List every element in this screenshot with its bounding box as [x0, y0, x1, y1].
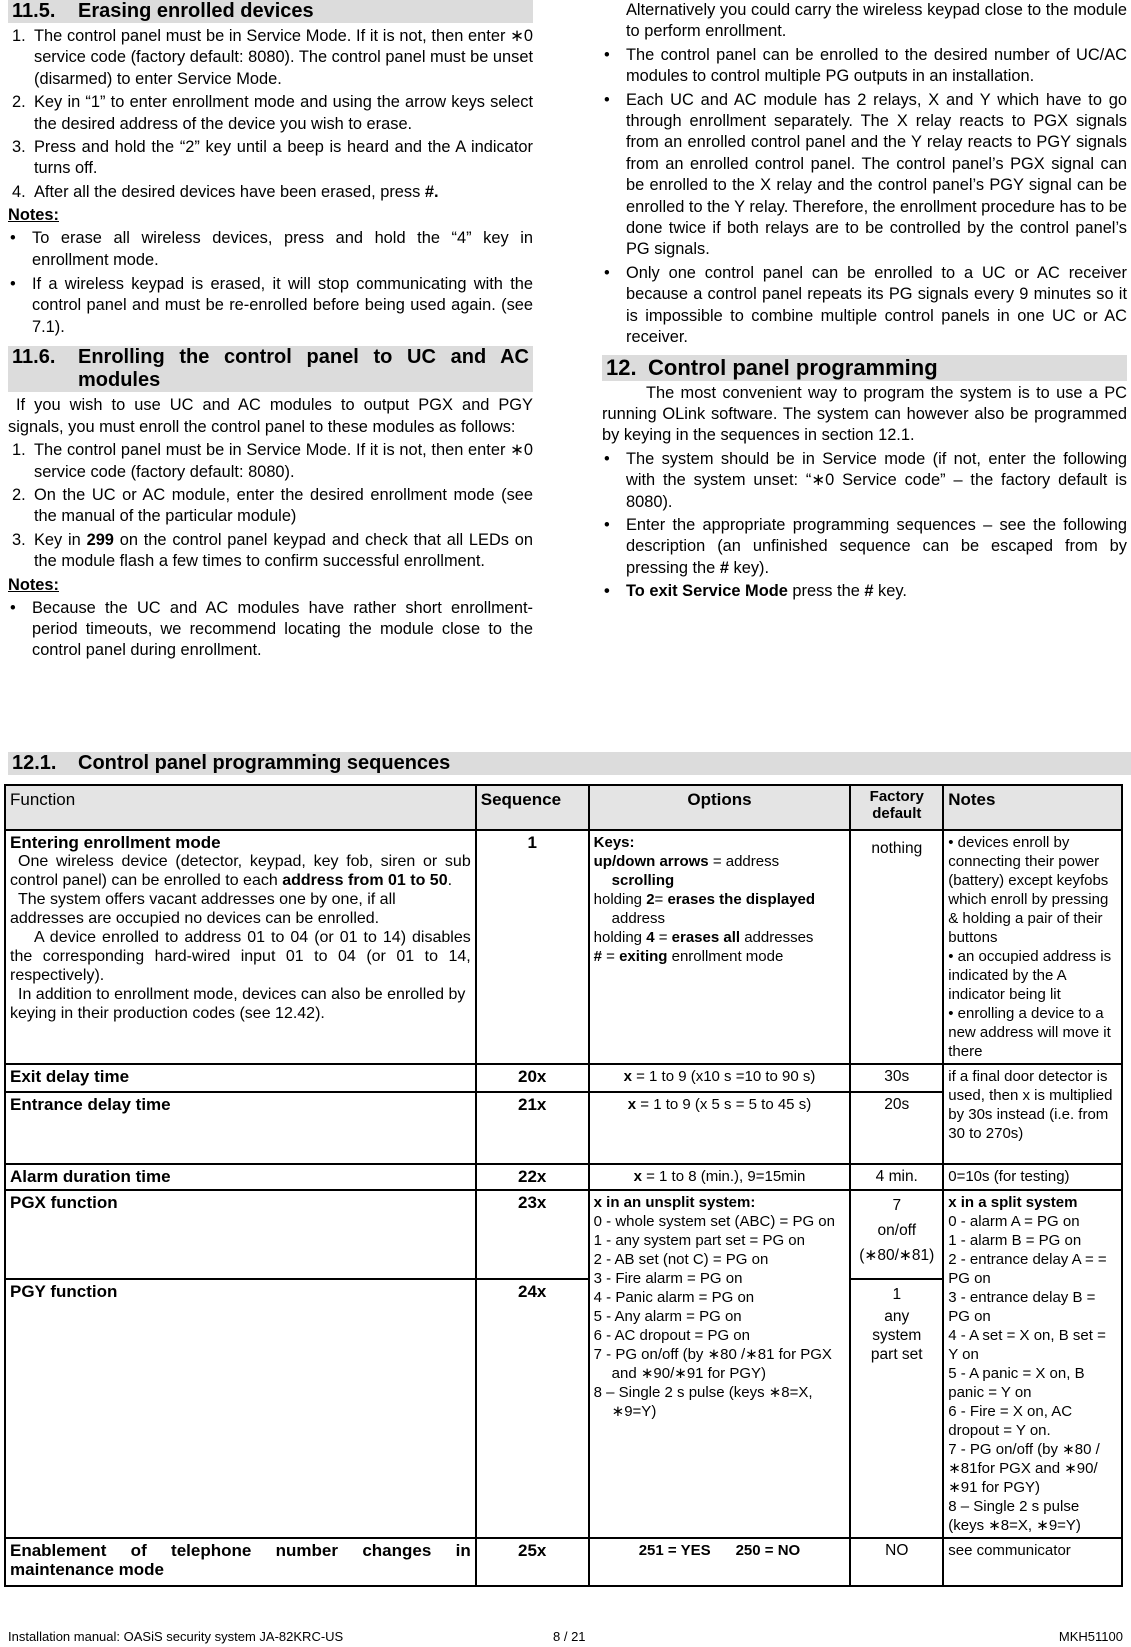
header-function: Function	[5, 785, 476, 830]
list-item: • Enter the appropriate programming sequences – see the following description (an unfinished sequence can be escaped from by pressing the # key).	[604, 515, 1127, 577]
header-notes: Notes	[943, 785, 1122, 830]
options-cell: Keys: up/down arrows = address scrolling holding 2= erases the displayed address holding 4 = erases all addresses # = exiting enrollment mode	[589, 830, 851, 1064]
enroll-notes	[8, 598, 533, 662]
continued-text: Alternatively you could carry the wireless keypad close to the module to perform enrollment.	[626, 1, 1127, 41]
list-item: 1. The control panel must be in Service Mode. If it is not, then enter ∗0 service code (factory default: 8080).	[12, 441, 533, 481]
list-item: • To erase all wireless devices, press and hold the “4” key in enrollment mode.	[10, 229, 533, 269]
sequence-cell: 1	[476, 830, 589, 1064]
enroll-intro: If you wish to use UC and AC modules to output PGX and PGY signals, you must enroll the control panel to these modules as follows:	[8, 396, 533, 436]
list-item: 3. Key in 299 on the control panel keypad and check that all LEDs on the module flash a few times to confirm successful enrollment.	[12, 530, 533, 571]
notes-cell: x in a split system 0 - alarm A = PG on 1 - alarm B = PG on 2 - entrance delay A = = PG on 3 - entrance delay B = PG on 4 - A set = X on, B set = Y on 5 - A panic = X on, B panic = Y on 6 - Fire = X on, AC dropout = Y on. 7 - PG on/off (by ∗80 /∗81for PGX and ∗90/∗91 for PGY) 8 – Single 2 s pulse (keys ∗8=X, ∗9=Y)	[943, 1190, 1122, 1538]
document-code: MKH51100	[1058, 1629, 1123, 1644]
list-item: 3. Press and hold the “2” key until a beep is heard and the A indicator turns off.	[12, 138, 533, 178]
table-row	[5, 1064, 1122, 1092]
notes-label: Notes:	[8, 575, 59, 594]
options-cell: x = 1 to 9 (x 5 s = 5 to 45 s)	[589, 1092, 851, 1164]
function-cell: Exit delay time	[5, 1064, 476, 1092]
section-11-5-heading	[8, 0, 533, 23]
sequence-cell: 21x	[476, 1092, 589, 1164]
section-number: 11.5.	[12, 0, 56, 22]
list-item: • If a wireless keypad is erased, it will stop communicating with the control panel and must be re-enrolled before being used again. (see 7.1).	[10, 275, 533, 336]
footer-left: Installation manual: OASiS security system JA-82KRC-US	[8, 1629, 344, 1644]
erase-notes	[8, 228, 533, 338]
options-cell: 251 = YES 250 = NO	[589, 1538, 851, 1586]
list-item: • Because the UC and AC modules have rather short enrollment-period timeouts, we recommend locating the module close to the control panel during enrollment.	[10, 598, 533, 660]
section-11-6-heading	[8, 346, 533, 392]
function-cell: Enablement of telephone number changes in maintenance mode	[5, 1538, 476, 1586]
header-options: Options	[589, 785, 851, 830]
sequence-cell: 25x	[476, 1538, 589, 1586]
function-cell: Entrance delay time	[5, 1092, 476, 1164]
list-item: 4. After all the desired devices have been erased, press #.	[12, 182, 439, 201]
table-header-row	[5, 785, 1122, 830]
function-cell: PGX function	[5, 1190, 476, 1279]
sequence-cell: 23x	[476, 1190, 589, 1279]
default-cell: 30s	[850, 1064, 943, 1092]
notes-cell: if a final door detector is used, then x is multiplied by 30s instead (i.e. from 30 to 270s)	[943, 1064, 1122, 1164]
default-cell: 4 min.	[850, 1164, 943, 1190]
sequence-cell: 24x	[476, 1279, 589, 1538]
options-cell: x = 1 to 9 (x10 s =10 to 90 s)	[589, 1064, 851, 1092]
header-sequence: Sequence	[476, 785, 589, 830]
notes-cell: • devices enroll by connecting their power (battery) except keyfobs which enroll by pressing & holding a pair of their buttons • an occupied address is indicated by the A indicator being lit • enrolling a device to a new address will move it there	[943, 830, 1122, 1064]
default-cell: 7 on/off (∗80/∗81)	[850, 1190, 943, 1279]
function-cell: Alarm duration time	[5, 1164, 476, 1190]
right-column	[602, 0, 1127, 603]
programming-notes	[602, 449, 1127, 603]
list-item: 1. The control panel must be in Service Mode. If it is not, then enter ∗0 service code (factory default: 8080). The control panel must be unset (disarmed) to enter Service Mode.	[12, 27, 533, 88]
enroll-steps	[8, 440, 533, 572]
section-title: Control panel programming	[648, 354, 938, 380]
section-number: 12.	[606, 354, 637, 380]
notes-label: Notes:	[8, 206, 59, 225]
list-item: • The system should be in Service mode (if not, enter the following with the system unset: “∗0 Service code” – the factory default is 8080).	[604, 449, 1127, 511]
table-row	[5, 1190, 1122, 1279]
default-cell: 20s	[850, 1092, 943, 1164]
list-item: • Only one control panel can be enrolled to a UC or AC receiver because a control panel repeats its PG signals every 9 minutes so it is impossible to combine multiple control panels in one UC or AC receiver.	[604, 263, 1127, 347]
left-column	[8, 0, 533, 662]
default-cell: 1 any system part set	[850, 1279, 943, 1538]
list-item: • To exit Service Mode press the # key.	[604, 582, 907, 601]
section-number: 12.1.	[12, 752, 57, 774]
programming-intro: The most convenient way to program the system is to use a PC running OLink software. The system can however also be programmed by keying in the sequences in section 12.1.	[602, 383, 1127, 445]
uc-ac-notes	[602, 45, 1127, 349]
list-item: • Each UC and AC module has 2 relays, X and Y which have to go through enrollment separately. The X relay reacts to PGX signals from an enrolled control panel and the Y relay reacts to PGY signals from an enrolled control panel. The control panel’s PGX signal can be enrolled to the X relay and the control panel’s PGY signal can be enrolled to the Y relay. Therefore, the enrollment procedure has to be done twice if both relays are to be controlled by the control panel’s PG signals.	[604, 90, 1127, 259]
section-number: 11.6.	[12, 346, 56, 369]
sequence-cell: 20x	[476, 1064, 589, 1092]
default-cell: NO	[850, 1538, 943, 1586]
table-row	[5, 830, 1122, 1064]
section-title: Enrolling the control panel to UC and AC modules	[78, 346, 529, 392]
list-item: 2. On the UC or AC module, enter the desired enrollment mode (see the manual of the particular module)	[12, 485, 533, 526]
erase-steps	[8, 26, 533, 203]
list-item: 2. Key in “1” to enter enrollment mode and using the arrow keys select the desired address of the device you wish to erase.	[12, 93, 533, 133]
sequence-cell: 22x	[476, 1164, 589, 1190]
section-title: Erasing enrolled devices	[78, 0, 314, 22]
options-cell: x = 1 to 8 (min.), 9=15min	[589, 1164, 851, 1190]
page-number: 8 / 21	[553, 1629, 586, 1644]
function-cell: Entering enrollment mode One wireless device (detector, keypad, key fob, siren or sub control panel) can be enrolled to each address from 01 to 50. The system offers vacant addresses one by one, if all addresses are occupied no devices can be enrolled. A device enrolled to address 01 to 04 (or 01 to 14) disables the corresponding hard-wired input 01 to 04 (or 01 to 14, respectively). In addition to enrollment mode, devices can also be enrolled by keying in their production codes (see 12.42).	[5, 830, 476, 1064]
section-12-1-heading	[8, 752, 1131, 775]
list-item: • The control panel can be enrolled to the desired number of UC/AC modules to control multiple PG outputs in an installation.	[604, 45, 1127, 86]
header-default: Factory default	[850, 785, 943, 830]
notes-cell: 0=10s (for testing)	[943, 1164, 1122, 1190]
function-cell: PGY function	[5, 1279, 476, 1538]
table-row	[5, 1538, 1122, 1586]
section-title: Control panel programming sequences	[78, 752, 451, 774]
section-12-heading	[602, 355, 1127, 381]
notes-cell: see communicator	[943, 1538, 1122, 1586]
default-cell: nothing	[850, 830, 943, 1064]
options-cell: x in an unsplit system: 0 - whole system set (ABC) = PG on 1 - any system part set = PG on 2 - AB set (not C) = PG on 3 - Fire alarm = PG on 4 - Panic alarm = PG on 5 - Any alarm = PG on 6 - AC dropout = PG on 7 - PG on/off (by ∗80 /∗81 for PGX and ∗90/∗91 for PGY) 8 – Single 2 s pulse (keys ∗8=X, ∗9=Y)	[589, 1190, 851, 1538]
programming-table	[4, 784, 1123, 1587]
table-row	[5, 1164, 1122, 1190]
